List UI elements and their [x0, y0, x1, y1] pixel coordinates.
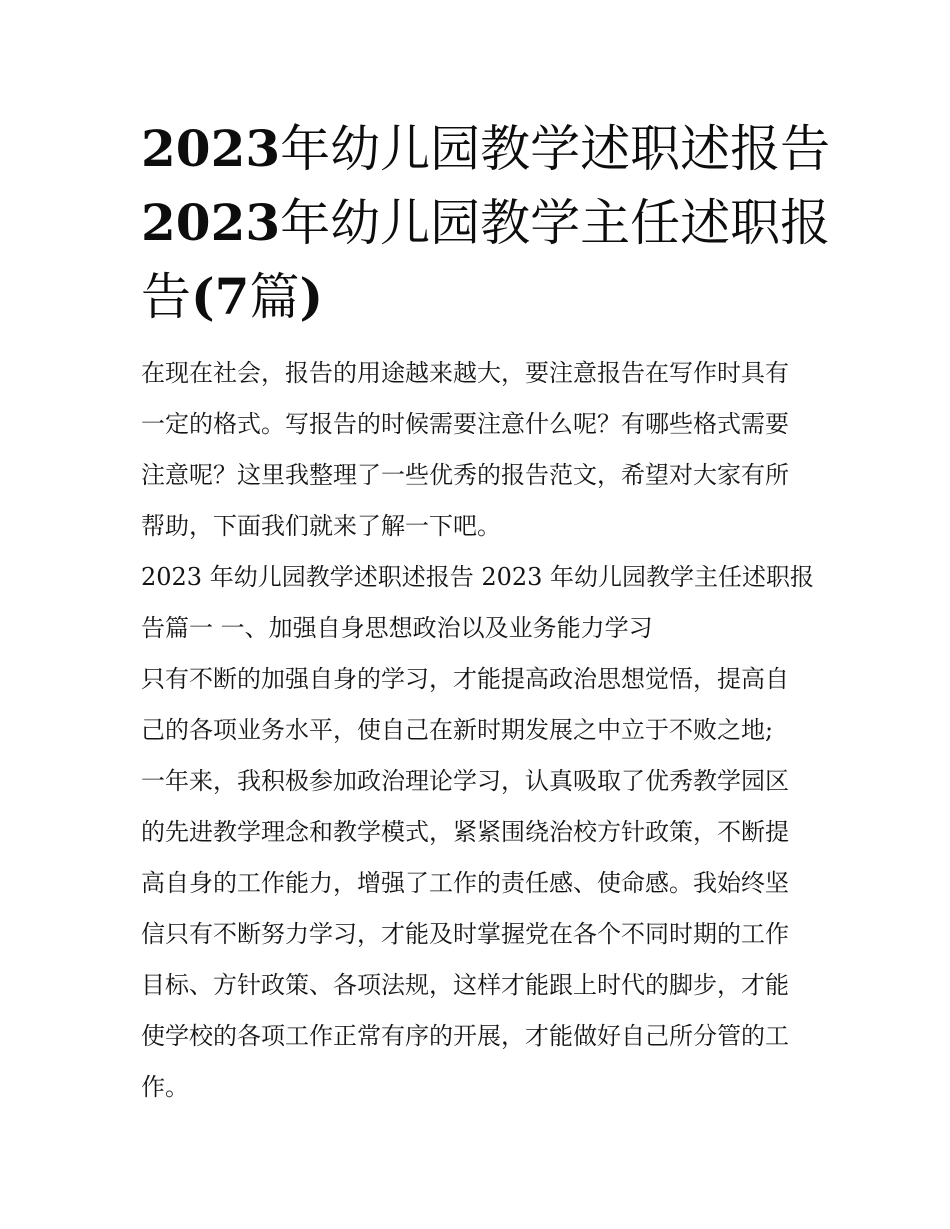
body-line: 使学校的各项工作正常有序的开展，才能做好自己所分管的工 — [141, 1022, 789, 1050]
body-line: 己的各项业务水平，使自己在新时期发展之中立于不败之地; — [141, 716, 774, 744]
title-text-3b: 篇 — [249, 268, 300, 326]
title-text-2: 年幼儿园教学主任述职报 — [280, 194, 831, 252]
intro-line: 注意呢？这里我整理了一些优秀的报告范文，希望对大家有所 — [141, 461, 789, 489]
title-year-2: 2023 — [141, 193, 281, 252]
document-title — [141, 112, 831, 334]
title-line-2 — [141, 186, 831, 260]
body-line: 信只有不断努力学习，才能及时掌握党在各个不同时期的工作 — [141, 920, 789, 948]
title-line-1 — [141, 112, 831, 186]
section-heading-line: 告篇一 一、加强自身思想政治以及业务能力学习 — [141, 614, 653, 642]
body-line: 作。 — [141, 1073, 189, 1101]
title-text-1: 年幼儿园教学述职述报告 — [280, 120, 831, 178]
body-line: 高自身的工作能力，增强了工作的责任感、使命感。我始终坚 — [141, 869, 789, 897]
body-line: 目标、方针政策、各项法规，这样才能跟上时代的脚步，才能 — [141, 971, 789, 999]
title-count: (7 — [191, 267, 250, 326]
title-text-3a: 告 — [141, 268, 191, 326]
body-paragraph — [141, 654, 816, 1113]
body-line: 的先进教学理念和教学模式，紧紧围绕治校方针政策，不断提 — [141, 818, 789, 846]
body-line: 只有不断的加强自身的学习，才能提高政治思想觉悟，提高自 — [141, 665, 789, 693]
intro-line: 一定的格式。写报告的时候需要注意什么呢？有哪些格式需要 — [141, 410, 789, 438]
title-line-3 — [141, 260, 816, 334]
intro-line: 在现在社会，报告的用途越来越大，要注意报告在写作时具有 — [141, 359, 789, 387]
intro-line: 帮助，下面我们就来了解一下吧。 — [141, 512, 501, 540]
section-heading — [141, 552, 816, 654]
intro-paragraph — [141, 348, 816, 552]
document-content — [141, 112, 831, 1113]
body-line: 一年来，我积极参加政治理论学习，认真吸取了优秀教学园区 — [141, 767, 789, 795]
title-year-1: 2023 — [141, 119, 281, 178]
section-heading-line: 2023 年幼儿园教学述职述报告 2023 年幼儿园教学主任述职报 — [141, 563, 815, 591]
title-close-paren: ) — [299, 267, 324, 326]
